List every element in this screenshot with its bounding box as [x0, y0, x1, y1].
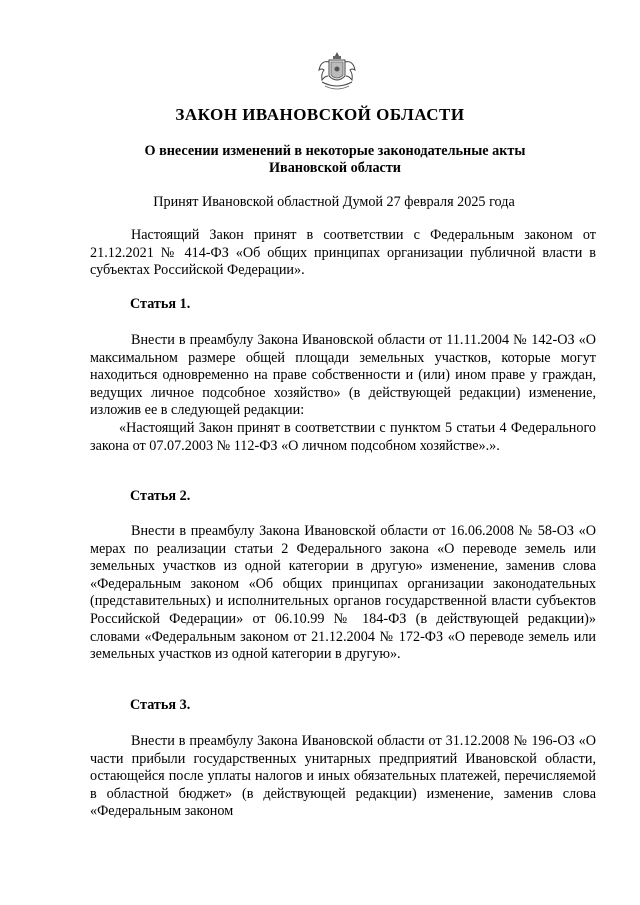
- law-subtitle: [100, 143, 570, 177]
- preamble-paragraph: Настоящий Закон принят в соответствии с Федеральным законом от 21.12.2021 № 414-ФЗ «Об общих принципах организации публичной власти в субъектах Российской Федерации».: [90, 227, 596, 279]
- article-3-text: Внести в преамбулу Закона Ивановской области от 31.12.2008 № 196-ОЗ «О части прибыли государственных унитарных предприятий Ивановской области, остающейся после уплаты налогов и иных обязательных платежей, перечисляемой в областной бюджет» (в действующей редакции) изменение, заменив слова «Федеральным законом: [90, 733, 596, 820]
- article-2-heading: Статья 2.: [130, 488, 191, 504]
- article-1-heading: Статья 1.: [130, 296, 191, 312]
- law-title: ЗАКОН ИВАНОВСКОЙ ОБЛАСТИ: [175, 105, 465, 124]
- coat-of-arms-icon: [316, 50, 358, 94]
- law-subtitle-line-1: О внесении изменений в некоторые законодательные акты: [144, 143, 526, 159]
- article-1-quote: «Настоящий Закон принят в соответствии с пунктом 5 статьи 4 Федерального закона от 07.07.2003 № 112-ФЗ «О личном подсобном хозяйстве».».: [90, 420, 596, 454]
- article-1-text: Внести в преамбулу Закона Ивановской области от 11.11.2004 № 142-ОЗ «О максимальном размере общей площади земельных участков, которые могут находиться одновременно на праве собственности и (или) ином праве у граждан, ведущих личное подсобное хозяйство» (в действующей редакции) изменение, изложив ее в следующей редакции:: [90, 332, 596, 419]
- article-3-heading: Статья 3.: [130, 697, 191, 713]
- law-subtitle-line-2: Ивановской области: [269, 160, 401, 176]
- adoption-statement: Принят Ивановской областной Думой 27 февраля 2025 года: [153, 194, 515, 210]
- article-2-text: Внести в преамбулу Закона Ивановской области от 16.06.2008 № 58-ОЗ «О мерах по реализации статьи 2 Федерального закона «О переводе земель или земельных участков из одной категории в другую» изменение, заменив слова «Федеральным законом «Об общих принципах организации законодательных (представительных) и исполнительных органов государственной власти субъектов Российской Федерации» от 06.10.99 № 184-ФЗ (в действующей редакции)» словами «Федеральным законом от 21.12.2004 № 172-ФЗ «О переводе земель или земельных участков из одной категории в другую».: [90, 523, 596, 663]
